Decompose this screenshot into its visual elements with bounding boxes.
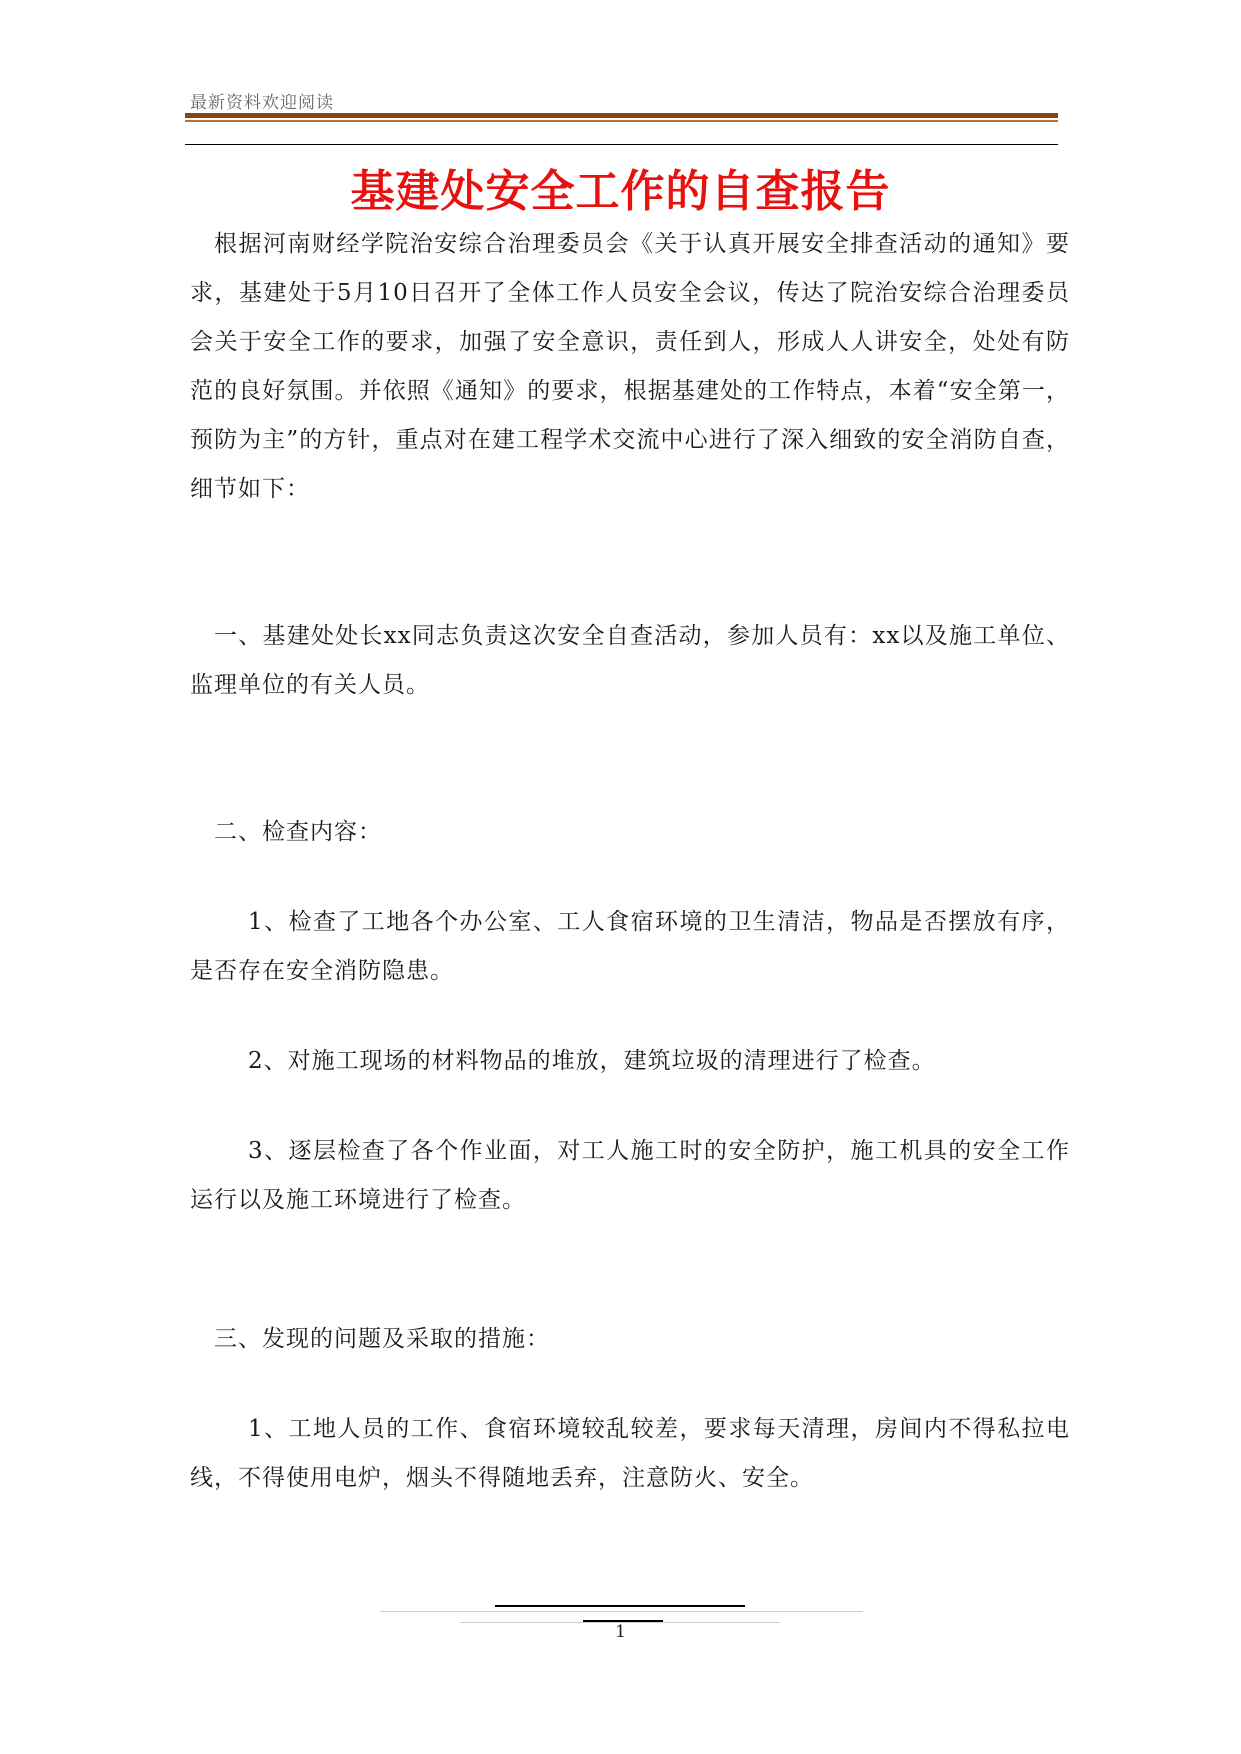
intro-paragraph: 根据河南财经学院治安综合治理委员会《关于认真开展安全排查活动的通知》要求，基建处于5月10日召开了全体工作人员安全会议，传达了院治安综合治理委员会关于安全工作的要求，加强了安全意识，责任到人，形成人人讲安全，处处有防范的良好氛围。并依照《通知》的要求，根据基建处的工作特点，本着“安全第一，预防为主”的方针，重点对在建工程学术交流中心进行了深入细致的安全消防自查，细节如下： xyxy=(190,231,1070,502)
document-title: 基建处安全工作的自查报告 xyxy=(350,166,891,217)
section-one-paragraph: 一、基建处处长xx同志负责这次安全自查活动，参加人员有：xx以及施工单位、监理单位的有关人员。 xyxy=(190,623,1070,698)
paragraph-spacer xyxy=(190,996,1070,1037)
paragraph-spacer xyxy=(190,857,1070,898)
header-rule-thin xyxy=(185,120,1058,122)
header-rule-thick xyxy=(185,113,1058,118)
section-three-heading: 三、发现的问题及采取的措施： xyxy=(214,1326,550,1352)
paragraph-spacer xyxy=(190,1364,1070,1405)
footer-rule-dark xyxy=(495,1605,745,1607)
check-item-3: 3、逐层检查了各个作业面，对工人施工时的安全防护，施工机具的安全工作运行以及施工环境进行了检查。 xyxy=(190,1138,1070,1213)
footer-rule xyxy=(380,1611,863,1612)
document-body xyxy=(190,220,1070,1503)
page-header-text: 最新资料欢迎阅读 xyxy=(190,93,334,113)
measure-item-1: 1、工地人员的工作、食宿环境较乱较差，要求每天清理，房间内不得私拉电线，不得使用电炉，烟头不得随地丢弃，注意防火、安全。 xyxy=(190,1416,1070,1491)
paragraph-spacer xyxy=(190,1225,1070,1315)
check-item-2: 2、对施工现场的材料物品的堆放，建筑垃圾的清理进行了检查。 xyxy=(248,1048,936,1074)
paragraph-spacer xyxy=(190,710,1070,808)
paragraph-spacer xyxy=(190,1086,1070,1127)
check-item-1: 1、检查了工地各个办公室、工人食宿环境的卫生清洁，物品是否摆放有序，是否存在安全消防隐患。 xyxy=(190,909,1070,984)
header-rule-black xyxy=(185,144,1058,145)
paragraph-spacer xyxy=(190,514,1070,612)
page-number: 1 xyxy=(615,1622,626,1642)
section-two-heading: 二、检查内容： xyxy=(214,819,382,845)
